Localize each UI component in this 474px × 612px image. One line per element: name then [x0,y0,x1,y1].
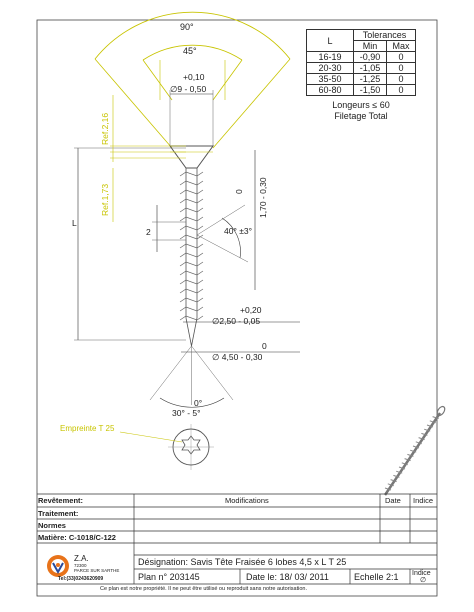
scale: Echelle 2:1 [354,572,399,582]
screw-head [170,146,213,168]
thread-tol-zero: 0 [234,189,244,194]
company-name: Z.A. [74,554,89,563]
filetage-note: Filetage Total [334,111,388,121]
core-dia-label: ∅2,50 - 0,05 [212,316,261,326]
tolerance-table [306,29,416,96]
company-postcode: 72300 [74,563,87,568]
indice-label: Indice [412,570,431,577]
plan-number: Plan n° 203145 [138,572,200,582]
row-min: -1,05 [354,63,387,74]
row-min: -0,90 [354,52,387,63]
tip-angle-label: 30° - 5° [172,408,201,418]
table-row [307,74,416,85]
ref-173-label: Ref.1,73 [100,183,110,216]
thread-crest [180,289,203,293]
indice-header: Indice [413,496,434,505]
thread-crest [180,316,203,320]
row-max: 0 [387,85,416,96]
row-min: -1,25 [354,74,387,85]
thread-crest [180,280,203,284]
head-tol-label: +0,10 [183,72,205,82]
drive-label: Empreinte T 25 [60,424,115,433]
pitch-label: 2 [146,227,151,237]
company-logo [47,555,69,577]
col-l-header: L [307,30,354,52]
thread-crest [180,208,203,212]
row-max: 0 [387,52,416,63]
row-min: -1,50 [354,85,387,96]
thread-crest [180,172,203,176]
row-max: 0 [387,63,416,74]
thread-crest [180,235,203,239]
outer-dia-label: ∅ 4,50 - 0,30 [212,352,263,362]
angle-90-label: 90° [180,22,194,32]
thread-crest [180,298,203,302]
core-plus-label: +0,20 [240,305,262,315]
row-max: 0 [387,74,416,85]
table-row [307,85,416,96]
designation: Désignation: Savis Tête Fraisée 6 lobes 4,5 x L T 25 [138,557,347,567]
thread-crest [180,199,203,203]
tip-zero-label: 0° [194,398,203,408]
row-range: 35-50 [307,74,354,85]
thread-crest [180,190,203,194]
thread-crest [180,181,203,185]
normes-label: Normes [38,521,66,530]
date-header: Date [385,496,401,505]
tolerances-header: Tolerances [354,30,416,41]
thread-crest [180,217,203,221]
thread-crest [180,262,203,266]
min-header: Min [354,41,387,52]
thread-angle-label: 40° ±3° [224,226,253,236]
thread-crest [180,226,203,230]
row-range: 16-19 [307,52,354,63]
head-dia-label: ∅9 - 0,50 [170,84,207,94]
max-header: Max [387,41,416,52]
row-range: 60-80 [307,85,354,96]
table-row [307,52,416,63]
thread-crest [180,271,203,275]
footer-note: Ce plan est notre propriété. Il ne peut être utilisé ou reproduit sans notre autorisation. [100,586,307,592]
modifications-header: Modifications [225,496,269,505]
drawing-date: Date le: 18/ 03/ 2011 [246,572,329,582]
thread-crest [180,307,203,311]
traitement-label: Traitement: [38,509,79,518]
thread-crest [180,253,203,257]
indice-symbol: ∅ [420,577,427,584]
longueurs-note: Longeurs ≤ 60 [332,100,390,110]
outer-zero-label: 0 [262,341,267,351]
thread-tol-label: 1,70 - 0,30 [258,177,268,218]
company-tel: Tel:(33)0243620909 [58,576,104,582]
thread-crest [180,244,203,248]
row-range: 20-30 [307,63,354,74]
matiere-label: Matière: C-1018/C-122 [38,533,116,542]
ref-216-label: Ref.2,16 [100,112,110,145]
revetement-label: Revêtement: [38,496,84,505]
length-l-label: L [72,218,77,228]
table-row [307,63,416,74]
company-town: PARCE SUR SARTHE [74,568,120,573]
screw-threads [180,172,203,320]
angle-45-label: 45° [183,46,197,56]
